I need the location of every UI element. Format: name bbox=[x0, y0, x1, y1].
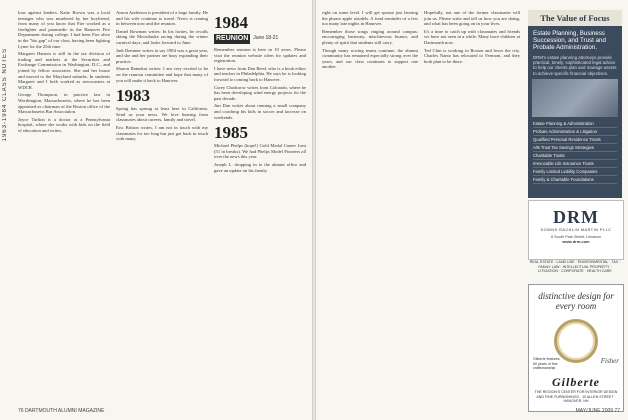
drm-services-strip: REAL ESTATE · LAND USE · ENVIRONMENTAL · TAX · FAMILY LAW · INTELLECTUAL PROPERTY · LITIGATION · CORPORATE · HEALTH CARE bbox=[529, 260, 621, 274]
list-item: Family & Charitable Foundations bbox=[533, 176, 617, 184]
paragraph: Spring has sprung at least here in California. Send us your news. We love hearing from classmates about careers, family and travel. bbox=[116, 106, 208, 123]
list-item: Family Limited Liability Companies bbox=[533, 168, 617, 176]
paragraph: Jim Dan writes about running a small company and coaching his kids in soccer and lacrosse on weekends. bbox=[214, 103, 306, 120]
paragraph: right on some level. I will get spouse just hearing the phrase apple strudels. A fond reminder of a few too many late nights in Hanover. bbox=[322, 10, 418, 27]
right-folio: MAY/JUNE 2009 77 bbox=[575, 408, 620, 414]
left-column-1 bbox=[18, 10, 110, 135]
paragraph: Judi Deminer writes to say 1984 was a great year, and she and her partner are busy expanding their practice. bbox=[116, 47, 208, 64]
paragraph: Anson Anderson is president of a large family. He and his wife continue to travel. News is coming in between now and the reunion. bbox=[116, 10, 208, 27]
class-year-heading: 1985 bbox=[214, 123, 248, 143]
paragraph: lous against lenders. Katie Brown was a local teenager who was murdered by her boyfriend, from many of you know that Fire worked as a firefighter and paramedic in the Hanover Fire Department during college. I had been Fire alive in the "bio gap" of our class, having been fighting Lyme for the 25th time. bbox=[18, 10, 110, 49]
gilberte-headline: distinctive design for every room bbox=[538, 291, 614, 311]
list-item: Estate Planning & Administration bbox=[533, 120, 617, 128]
paragraph: George Thompson, in practice law in Worthington, Massachusetts, where he has been appointed as chairman of the Boston office of the Massachusetts Bar Association. bbox=[18, 92, 110, 115]
gilberte-side-text: Gilberte features 60 years of fine craftsmanship bbox=[533, 357, 560, 370]
drm-address: 6 South Park Street, Lebanon bbox=[550, 235, 602, 239]
gilberte-logo: Gilberte bbox=[552, 375, 600, 389]
ad-body: DRM's estate planning attorneys provide practical, timely, sophisticated legal advice to help our clients plan and manage assets to achieve specific financial objectives. bbox=[533, 54, 617, 76]
paragraph: It's a time to catch up with classmates and friends we have not seen in a while. Many have children at Dartmouth now. bbox=[424, 28, 520, 45]
list-item: Qualified Personal Residence Trusts bbox=[533, 136, 617, 144]
value-of-focus-ad[interactable] bbox=[528, 10, 622, 198]
ad-service-list bbox=[528, 120, 622, 184]
side-label-text: 1963-1984 CLASS NOTES bbox=[2, 48, 8, 142]
list-item: A/B Trust Tax Savings Strategies bbox=[533, 144, 617, 152]
right-column-1 bbox=[322, 10, 418, 72]
fisher-logo: Fisher bbox=[600, 357, 619, 365]
drm-logo: DRM bbox=[553, 207, 599, 227]
paragraph: Remember reunion is here in 10 years. Please visit the reunion website often for updates and registration. bbox=[214, 47, 306, 64]
drm-website-link[interactable]: www.drm.com bbox=[562, 239, 590, 244]
paragraph: Margaret Hansen is still in the tax division of trading and markets at the Securities and Exchange Commission in Washington, D.C., and joined by fellow associates. She and her house and moved to the Maryland suburbs. In students Margaret and I both worked as newscasters at WDCR. bbox=[18, 51, 110, 90]
reunion-date: June 18-21 bbox=[253, 35, 279, 42]
paragraph: Corey Chodorow writes from Colorado, where he has been developing wind energy projects for the past decade. bbox=[214, 84, 306, 101]
gilberte-subline: THE REGION'S CENTER FOR INTERIOR DESIGN AND FINE FURNISHINGS · 10 ALLEN STREET · HANOVER, NH bbox=[534, 390, 618, 404]
paragraph: Eric Britton writes, I am not in touch with my classmates for too long but just got back in touch with many. bbox=[116, 124, 208, 142]
ad-header: The Value of Focus bbox=[528, 10, 622, 26]
class-year-heading: 1984 bbox=[214, 13, 248, 32]
right-page bbox=[316, 0, 628, 420]
paragraph: I have news from Dan Reed, who is a book editor and teacher in Philadelphia. He says he is looking forward to coming back to Hanover. bbox=[214, 65, 306, 82]
drm-ad[interactable] bbox=[528, 200, 624, 260]
left-column-2 bbox=[116, 10, 208, 144]
drm-firm-name: DOWNS RACHLIN MARTIN PLLC bbox=[540, 228, 612, 232]
paragraph: Remember those songs ringing around campus: encouraging harmony, mischievous humor, and plenty of spirit that students still carry. bbox=[322, 28, 418, 45]
paragraph: Joseph L. dropping in to the alumni office and gave an update on his family. bbox=[214, 161, 306, 173]
paragraph: Daniel Bowman writes: In his forties, he recalls skiing the Moosilauke racing during the winter carnival days, and looks forward to June. bbox=[116, 28, 208, 45]
list-item: Charitable Trusts bbox=[533, 152, 617, 160]
class-year-heading: 1983 bbox=[116, 86, 150, 106]
paragraph: Though many rowing teams continue, the alumni community has remained especially strong over the years, and our class continues to support one another. bbox=[322, 47, 418, 70]
reunion-badge: REUNION bbox=[216, 35, 249, 42]
ad-tagline: Estate Planning, Business Succession, and Trust and Probate Administration. bbox=[533, 30, 606, 52]
list-item: Irrevocable Life Insurance Trusts bbox=[533, 160, 617, 168]
paragraph: Ted Chin is working in Boston and loves the city. Charles Nantz has relocated to Vermont, and they both plan to be there. bbox=[424, 47, 520, 64]
class-notes-side-label bbox=[2, 48, 12, 348]
left-column-3 bbox=[214, 10, 306, 175]
list-item: Probate Administration & Litigation bbox=[533, 128, 617, 136]
ad-photo bbox=[532, 79, 618, 117]
paragraph: Hopefully, not one of the former classmates will join us. Please write and tell us how you are doing, and what has been going on in your lives. bbox=[424, 10, 520, 27]
paragraph: Joyce Tarlton is a doctor at a Pennsylvania hospital, where she works with kids on the field of education and writes. bbox=[18, 116, 110, 133]
right-column-2 bbox=[424, 10, 520, 66]
reunion-banner bbox=[214, 34, 306, 44]
paragraph: Sharon Ratnekar writes: I am very excited to be on the reunion committee and hope that many of you will make it back to Hanover. bbox=[116, 66, 208, 83]
left-page bbox=[0, 0, 312, 420]
gilberte-ad[interactable] bbox=[528, 284, 624, 412]
paragraph: Michael Phelps (hope!) Gold Medal Career Lent (51 in breaks). We had Phelps Model Pioneers all over the news this year. bbox=[214, 143, 306, 160]
left-folio: 76 DARTMOUTH ALUMNI MAGAZINE bbox=[18, 408, 105, 414]
